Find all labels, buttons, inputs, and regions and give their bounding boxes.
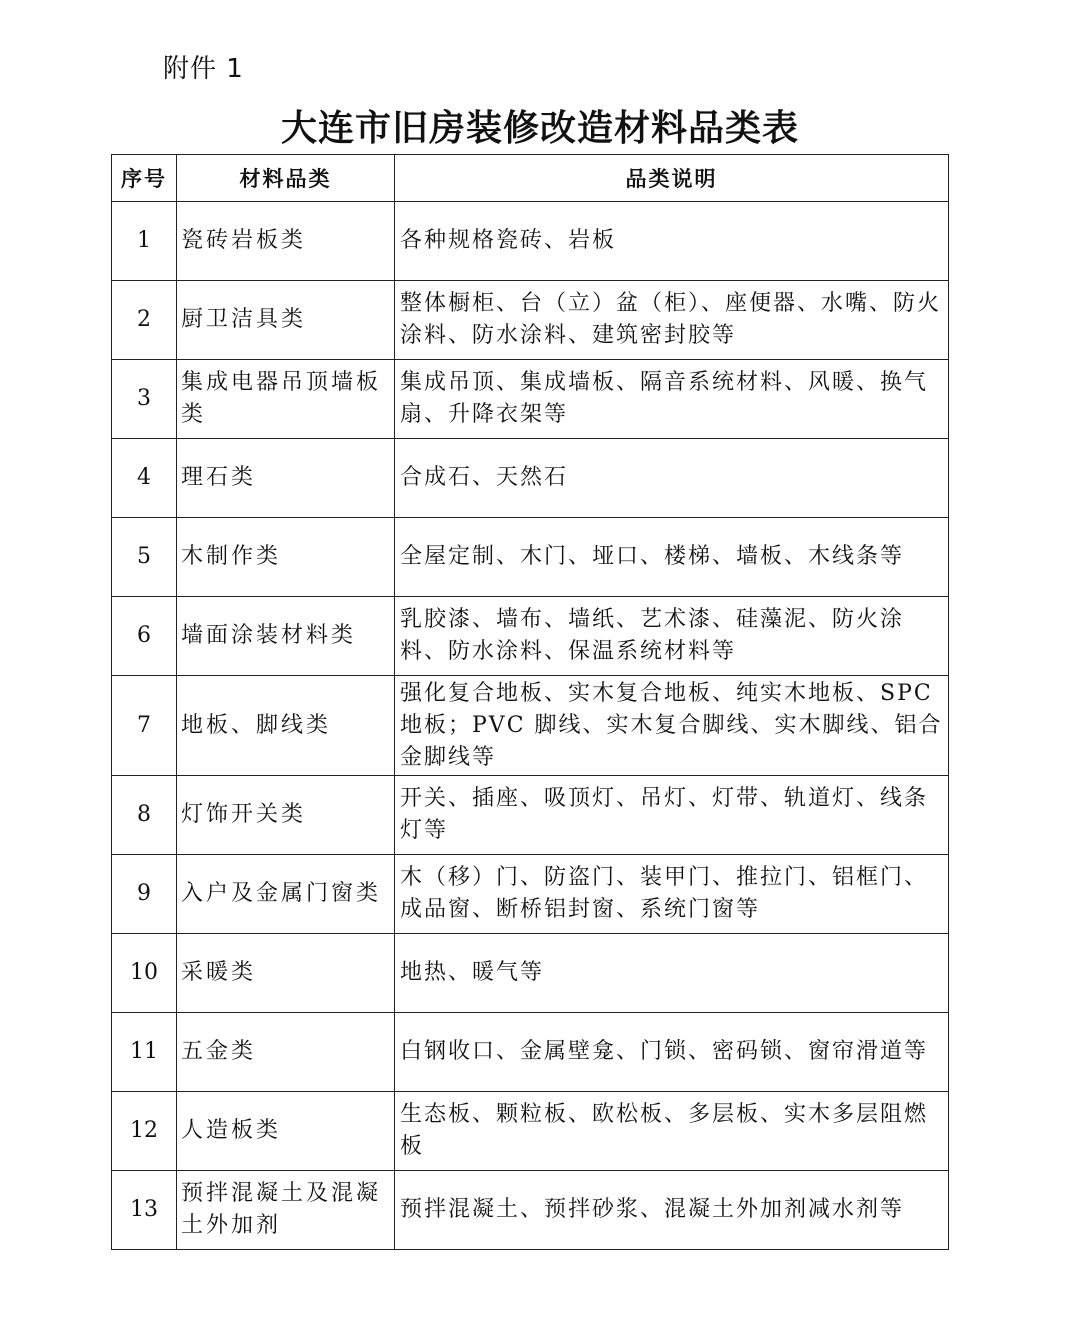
row-no: 1 (112, 202, 177, 281)
page-title: 大连市旧房装修改造材料品类表 (280, 108, 799, 149)
row-description: 预拌混凝土、预拌砂浆、混凝土外加剂减水剂等 (395, 1171, 949, 1250)
row-no: 2 (112, 281, 177, 360)
row-description: 整体橱柜、台（立）盆（柜）、座便器、水嘴、防火涂料、防水涂料、建筑密封胶等 (395, 281, 949, 360)
row-description: 强化复合地板、实木复合地板、纯实木地板、SPC地板；PVC 脚线、实木复合脚线、实木脚线、铝合金脚线等 (395, 676, 949, 776)
table-row (112, 1171, 949, 1250)
attachment-label: 附件 1 (163, 54, 244, 84)
row-category: 预拌混凝土及混凝土外加剂 (177, 1171, 395, 1250)
row-description: 木（移）门、防盗门、装甲门、推拉门、铝框门、成品窗、断桥铝封窗、系统门窗等 (395, 855, 949, 934)
row-description: 合成石、天然石 (395, 439, 949, 518)
row-category: 墙面涂装材料类 (177, 597, 395, 676)
row-no: 4 (112, 439, 177, 518)
row-description: 各种规格瓷砖、岩板 (395, 202, 949, 281)
row-no: 13 (112, 1171, 177, 1250)
row-no: 12 (112, 1092, 177, 1171)
table-row (112, 934, 949, 1013)
row-category: 厨卫洁具类 (177, 281, 395, 360)
materials-table (111, 154, 949, 1250)
row-category: 集成电器吊顶墙板类 (177, 360, 395, 439)
row-category: 木制作类 (177, 518, 395, 597)
row-no: 7 (112, 676, 177, 776)
row-category: 理石类 (177, 439, 395, 518)
table-row (112, 1013, 949, 1092)
row-description: 开关、插座、吸顶灯、吊灯、灯带、轨道灯、线条灯等 (395, 776, 949, 855)
table-header-row (112, 155, 949, 202)
table-row (112, 360, 949, 439)
row-category: 人造板类 (177, 1092, 395, 1171)
header-description: 品类说明 (395, 155, 949, 202)
row-no: 6 (112, 597, 177, 676)
table-row (112, 1092, 949, 1171)
table-row (112, 281, 949, 360)
table-row (112, 518, 949, 597)
row-no: 3 (112, 360, 177, 439)
row-category: 地板、脚线类 (177, 676, 395, 776)
table-row (112, 597, 949, 676)
row-no: 8 (112, 776, 177, 855)
table-row (112, 202, 949, 281)
row-category: 瓷砖岩板类 (177, 202, 395, 281)
row-category: 采暖类 (177, 934, 395, 1013)
row-description: 白钢收口、金属壁龛、门锁、密码锁、窗帘滑道等 (395, 1013, 949, 1092)
row-category: 入户及金属门窗类 (177, 855, 395, 934)
table-row (112, 439, 949, 518)
header-category: 材料品类 (177, 155, 395, 202)
row-no: 10 (112, 934, 177, 1013)
row-category: 五金类 (177, 1013, 395, 1092)
row-no: 11 (112, 1013, 177, 1092)
row-no: 5 (112, 518, 177, 597)
row-no: 9 (112, 855, 177, 934)
row-description: 生态板、颗粒板、欧松板、多层板、实木多层阻燃板 (395, 1092, 949, 1171)
header-no: 序号 (112, 155, 177, 202)
row-description: 乳胶漆、墙布、墙纸、艺术漆、硅藻泥、防火涂料、防水涂料、保温系统材料等 (395, 597, 949, 676)
table-row (112, 676, 949, 776)
table-row (112, 776, 949, 855)
row-description: 地热、暖气等 (395, 934, 949, 1013)
table-row (112, 855, 949, 934)
row-description: 集成吊顶、集成墙板、隔音系统材料、风暖、换气扇、升降衣架等 (395, 360, 949, 439)
row-category: 灯饰开关类 (177, 776, 395, 855)
row-description: 全屋定制、木门、垭口、楼梯、墙板、木线条等 (395, 518, 949, 597)
